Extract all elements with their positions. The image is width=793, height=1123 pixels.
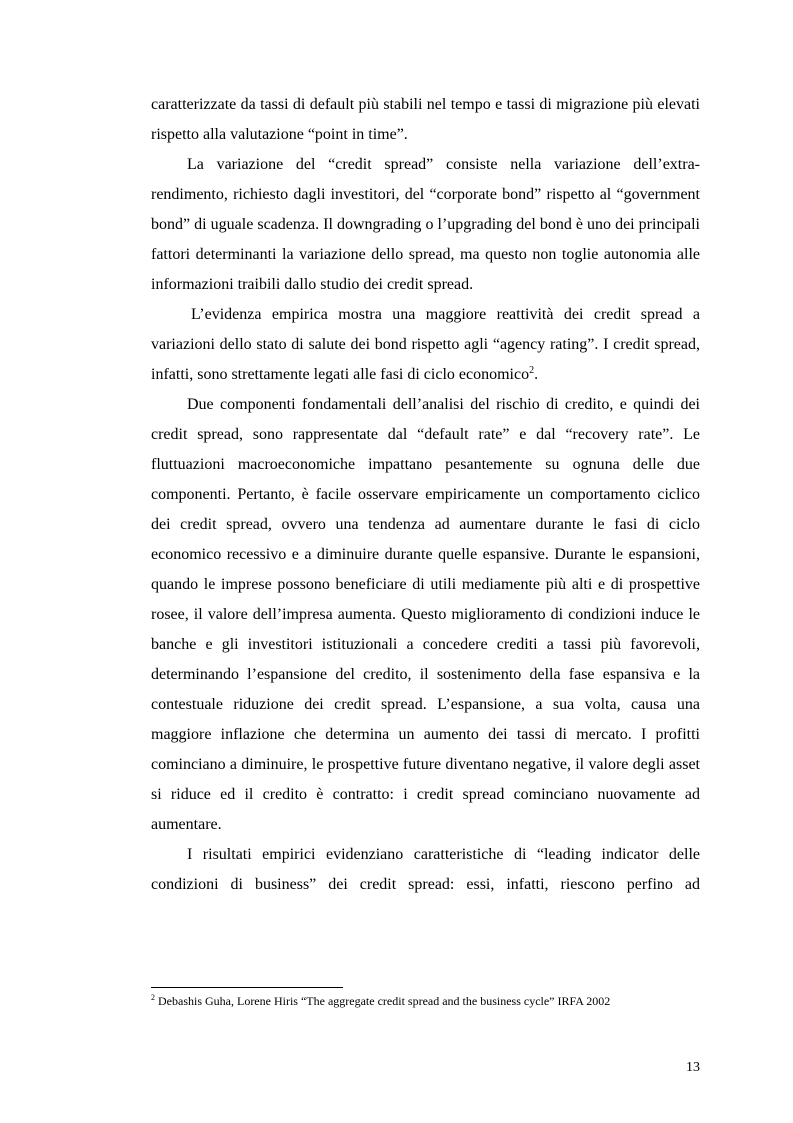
page-number: 13 bbox=[686, 1060, 700, 1075]
footnote-divider bbox=[151, 987, 343, 988]
page-body bbox=[151, 90, 700, 900]
paragraph-empirical-evidence-end: . bbox=[534, 366, 539, 383]
footnote-marker: 2 bbox=[151, 993, 155, 1002]
footnote bbox=[151, 993, 700, 1009]
paragraph-credit-spread-variation: La variazione del “credit spread” consiste nella variazione dell’extra-rendimento, richiesto dagli investitori, del “corporate bond” rispetto al “government bond” di uguale scadenza. Il downgrading o l’upgrading del bond è uno dei principali fattori determinanti la variazione dello spread, ma questo non toglie autonomia alle informazioni traibili dallo studio dei credit spread. bbox=[151, 156, 700, 293]
paragraph-empirical-evidence bbox=[151, 300, 700, 390]
footnote-text: Debashis Guha, Lorene Hiris “The aggregate credit spread and the business cycle” IRFA 2002 bbox=[155, 994, 611, 1008]
paragraph-empirical-evidence-text: L’evidenza empirica mostra una maggiore reattività dei credit spread a variazioni dello stato di salute dei bond rispetto agli “agency rating”. I credit spread, infatti, sono strettamente legati alle fasi di ciclo economico bbox=[151, 306, 700, 383]
paragraph-leading-indicator: I risultati empirici evidenziano caratteristiche di “leading indicator delle condizioni di business” dei credit spread: essi, infatti, riescono perfino ad bbox=[151, 846, 700, 893]
paragraph-continuation: caratterizzate da tassi di default più stabili nel tempo e tassi di migrazione più elevati rispetto alla valutazione “point in time”. bbox=[151, 96, 700, 143]
paragraph-components: Due componenti fondamentali dell’analisi del rischio di credito, e quindi dei credit spread, sono rappresentate dal “default rate” e dal “recovery rate”. Le fluttuazioni macroeconomiche impattano pesantemente su ognuna delle due componenti. Pertanto, è facile osservare empiricamente un comportamento ciclico dei credit spread, ovvero una tendenza ad aumentare durante le fasi di ciclo economico recessivo e a diminuire durante quelle espansive. Durante le espansioni, quando le imprese possono beneficiare di utili mediamente più alti e di prospettive rosee, il valore dell’impresa aumenta. Questo miglioramento di condizioni induce le banche e gli investitori istituzionali a concedere crediti a tassi più favorevoli, determinando l’espansione del credito, il sostenimento della fase espansiva e la contestuale riduzione dei credit spread. L’espansione, a sua volta, causa una maggiore inflazione che determina un aumento dei tassi di mercato. I profitti cominciano a diminuire, le prospettive future diventano negative, il valore degli asset si riduce ed il credito è contratto: i credit spread cominciano nuovamente ad aumentare. bbox=[151, 396, 700, 833]
footnote-reference: 2 bbox=[529, 365, 535, 376]
